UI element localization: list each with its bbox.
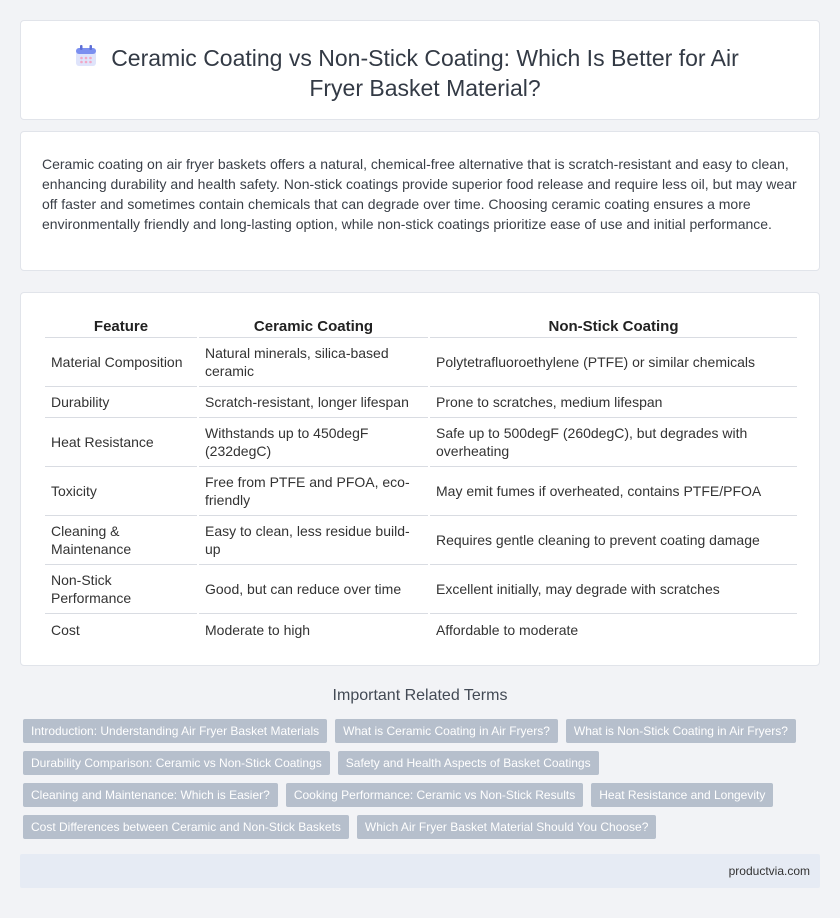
non-stick-cell: Affordable to moderate — [436, 622, 579, 638]
header-non-stick: Non-Stick Coating — [430, 315, 797, 338]
table-row — [45, 338, 797, 387]
related-terms-list — [23, 719, 803, 847]
ceramic-cell: Easy to clean, less residue build-up — [199, 516, 428, 565]
non-stick-cell: Polytetrafluoroethylene (PTFE) or similar chemicals — [430, 338, 797, 387]
related-term-link[interactable]: Which Air Fryer Basket Material Should You Choose? — [357, 815, 656, 839]
table-row — [45, 467, 797, 516]
non-stick-cell: Safe up to 500degF (260degC), but degrades with overheating — [430, 418, 797, 467]
feature-cell: Cost — [51, 622, 80, 638]
feature-cell: Cleaning & Maintenance — [45, 516, 197, 565]
related-term-link[interactable]: Cooking Performance: Ceramic vs Non-Stick Results — [286, 783, 583, 807]
related-term-link[interactable]: Introduction: Understanding Air Fryer Basket Materials — [23, 719, 327, 743]
comparison-table-card — [20, 292, 820, 666]
ceramic-cell: Withstands up to 450degF (232degC) — [199, 418, 428, 467]
feature-cell: Non-Stick Performance — [45, 565, 197, 614]
table-header-row — [45, 315, 797, 338]
related-term-link[interactable]: Cleaning and Maintenance: Which is Easier? — [23, 783, 278, 807]
ceramic-cell: Natural minerals, silica-based ceramic — [199, 338, 428, 387]
comparison-table — [43, 315, 799, 646]
table-row — [45, 387, 797, 418]
related-term-link[interactable]: Heat Resistance and Longevity — [591, 783, 773, 807]
non-stick-cell: Excellent initially, may degrade with scratches — [430, 565, 797, 614]
table-row — [45, 565, 797, 614]
page-title: Ceramic Coating vs Non-Stick Coating: Which Is Better for Air Fryer Basket Material? — [111, 45, 739, 101]
table-row — [45, 614, 797, 646]
feature-cell: Toxicity — [45, 467, 197, 516]
site-name[interactable]: productvia.com — [728, 864, 810, 878]
related-terms-title: Important Related Terms — [332, 687, 508, 704]
tag-row — [23, 751, 803, 775]
footer-bar — [20, 854, 820, 888]
ceramic-cell: Moderate to high — [205, 622, 311, 638]
feature-cell: Heat Resistance — [45, 418, 197, 467]
tag-row — [23, 815, 803, 839]
related-term-link[interactable]: What is Non-Stick Coating in Air Fryers? — [566, 719, 796, 743]
tag-row — [23, 783, 803, 807]
table-row — [45, 418, 797, 467]
intro-paragraph: Ceramic coating on air fryer baskets offers a natural, chemical-free alternative that is scratch-resistant and easy to clean, enhancing durability and health safety. Non-stick coatings provide superior food release and require less oil, but may wear off faster and sometimes contain chemicals that can degrade over time. Choosing ceramic coating ensures a more environmentally friendly and long-lasting option, while non-stick coatings prioritize ease of use and initial performance. — [42, 156, 797, 232]
non-stick-cell: May emit fumes if overheated, contains PTFE/PFOA — [430, 467, 797, 516]
feature-cell: Material Composition — [45, 338, 197, 387]
title-card — [20, 20, 820, 120]
feature-cell: Durability — [45, 387, 197, 418]
header-ceramic: Ceramic Coating — [199, 315, 428, 338]
related-term-link[interactable]: What is Ceramic Coating in Air Fryers? — [335, 719, 558, 743]
non-stick-cell: Requires gentle cleaning to prevent coating damage — [430, 516, 797, 565]
header-feature: Feature — [45, 315, 197, 338]
related-term-link[interactable]: Safety and Health Aspects of Basket Coatings — [338, 751, 599, 775]
tag-row — [23, 719, 803, 743]
related-term-link[interactable]: Durability Comparison: Ceramic vs Non-Stick Coatings — [23, 751, 330, 775]
table-row — [45, 516, 797, 565]
ceramic-cell: Scratch-resistant, longer lifespan — [199, 387, 428, 418]
ceramic-cell: Good, but can reduce over time — [199, 565, 428, 614]
intro-card — [20, 131, 820, 271]
ceramic-cell: Free from PTFE and PFOA, eco-friendly — [199, 467, 428, 516]
non-stick-cell: Prone to scratches, medium lifespan — [430, 387, 797, 418]
related-term-link[interactable]: Cost Differences between Ceramic and Non-Stick Baskets — [23, 815, 349, 839]
